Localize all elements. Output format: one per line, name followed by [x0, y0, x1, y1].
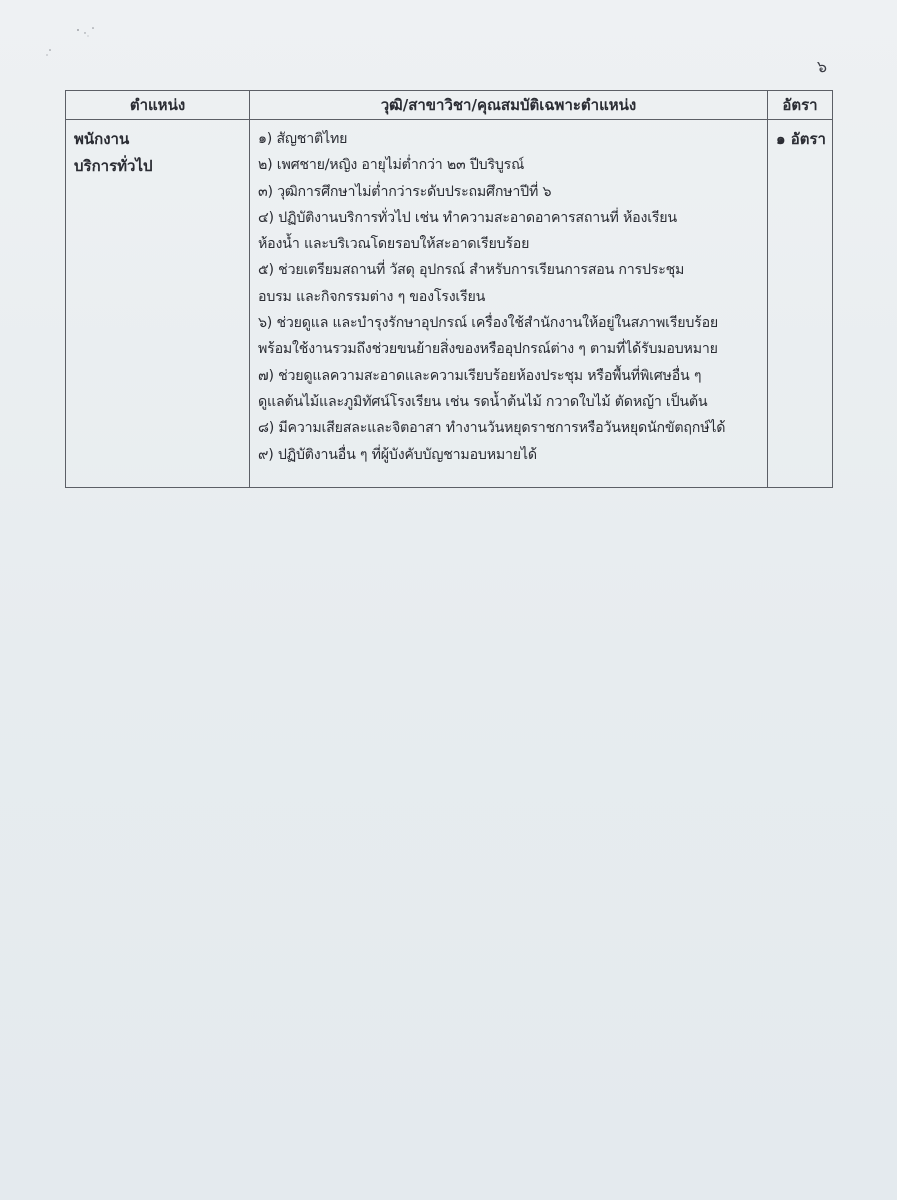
table-row: [66, 120, 833, 488]
header-position: ตำแหน่ง: [66, 91, 250, 120]
qualification-line: ๖) ช่วยดูแล และบำรุงรักษาอุปกรณ์ เครื่องใช้สำนักงานให้อยู่ในสภาพเรียบร้อย: [258, 315, 719, 332]
qualification-line: ๑) สัญชาติไทย: [258, 131, 348, 147]
qualification-line: ๙) ปฏิบัติงานอื่น ๆ ที่ผู้บังคับบัญชามอบหมายได้: [258, 446, 537, 463]
qualification-line: ห้องน้ำ และบริเวณโดยรอบให้สะอาดเรียบร้อย: [258, 236, 530, 253]
qualifications-cell: [250, 120, 768, 488]
position-line: บริการทั่วไป: [74, 157, 153, 175]
qualification-line: พร้อมใช้งานรวมถึงช่วยขนย้ายสิ่งของหรืออุปกรณ์ต่าง ๆ ตามที่ได้รับมอบหมาย: [258, 341, 718, 358]
qualifications-table: [65, 90, 833, 488]
position-cell: [66, 120, 250, 488]
scan-speck-marks: [38, 22, 108, 62]
qualification-line: อบรม และกิจกรรมต่าง ๆ ของโรงเรียน: [258, 288, 486, 305]
table-header-row: [66, 91, 833, 120]
qualification-line: ดูแลต้นไม้และภูมิทัศน์โรงเรียน เช่น รดน้ำต้นไม้ กวาดใบไม้ ตัดหญ้า เป็นต้น: [258, 393, 708, 410]
position-line: พนักงาน: [74, 130, 130, 148]
qualification-line: ๔) ปฏิบัติงานบริการทั่วไป เช่น ทำความสะอาดอาคารสถานที่ ห้องเรียน: [258, 209, 677, 226]
rate-cell: ๑ อัตรา: [768, 120, 833, 488]
qualification-line: ๕) ช่วยเตรียมสถานที่ วัสดุ อุปกรณ์ สำหรับการเรียนการสอน การประชุม: [258, 262, 685, 279]
page-number: ๖: [816, 57, 827, 76]
qualification-line: ๗) ช่วยดูแลความสะอาดและความเรียบร้อยห้องประชุม หรือพื้นที่พิเศษอื่น ๆ: [258, 367, 702, 384]
header-rate: อัตรา: [768, 91, 833, 120]
qualification-line: ๒) เพศชาย/หญิง อายุไม่ต่ำกว่า ๒๓ ปีบริบูรณ์: [258, 157, 525, 174]
header-qualifications: วุฒิ/สาขาวิชา/คุณสมบัติเฉพาะตำแหน่ง: [250, 91, 768, 120]
qualification-line: ๓) วุฒิการศึกษาไม่ต่ำกว่าระดับประถมศึกษาปีที่ ๖: [258, 183, 552, 200]
qualification-line: ๘) มีความเสียสละและจิตอาสา ทำงานวันหยุดราชการหรือวันหยุดนักขัตฤกษ์ได้: [258, 420, 726, 437]
